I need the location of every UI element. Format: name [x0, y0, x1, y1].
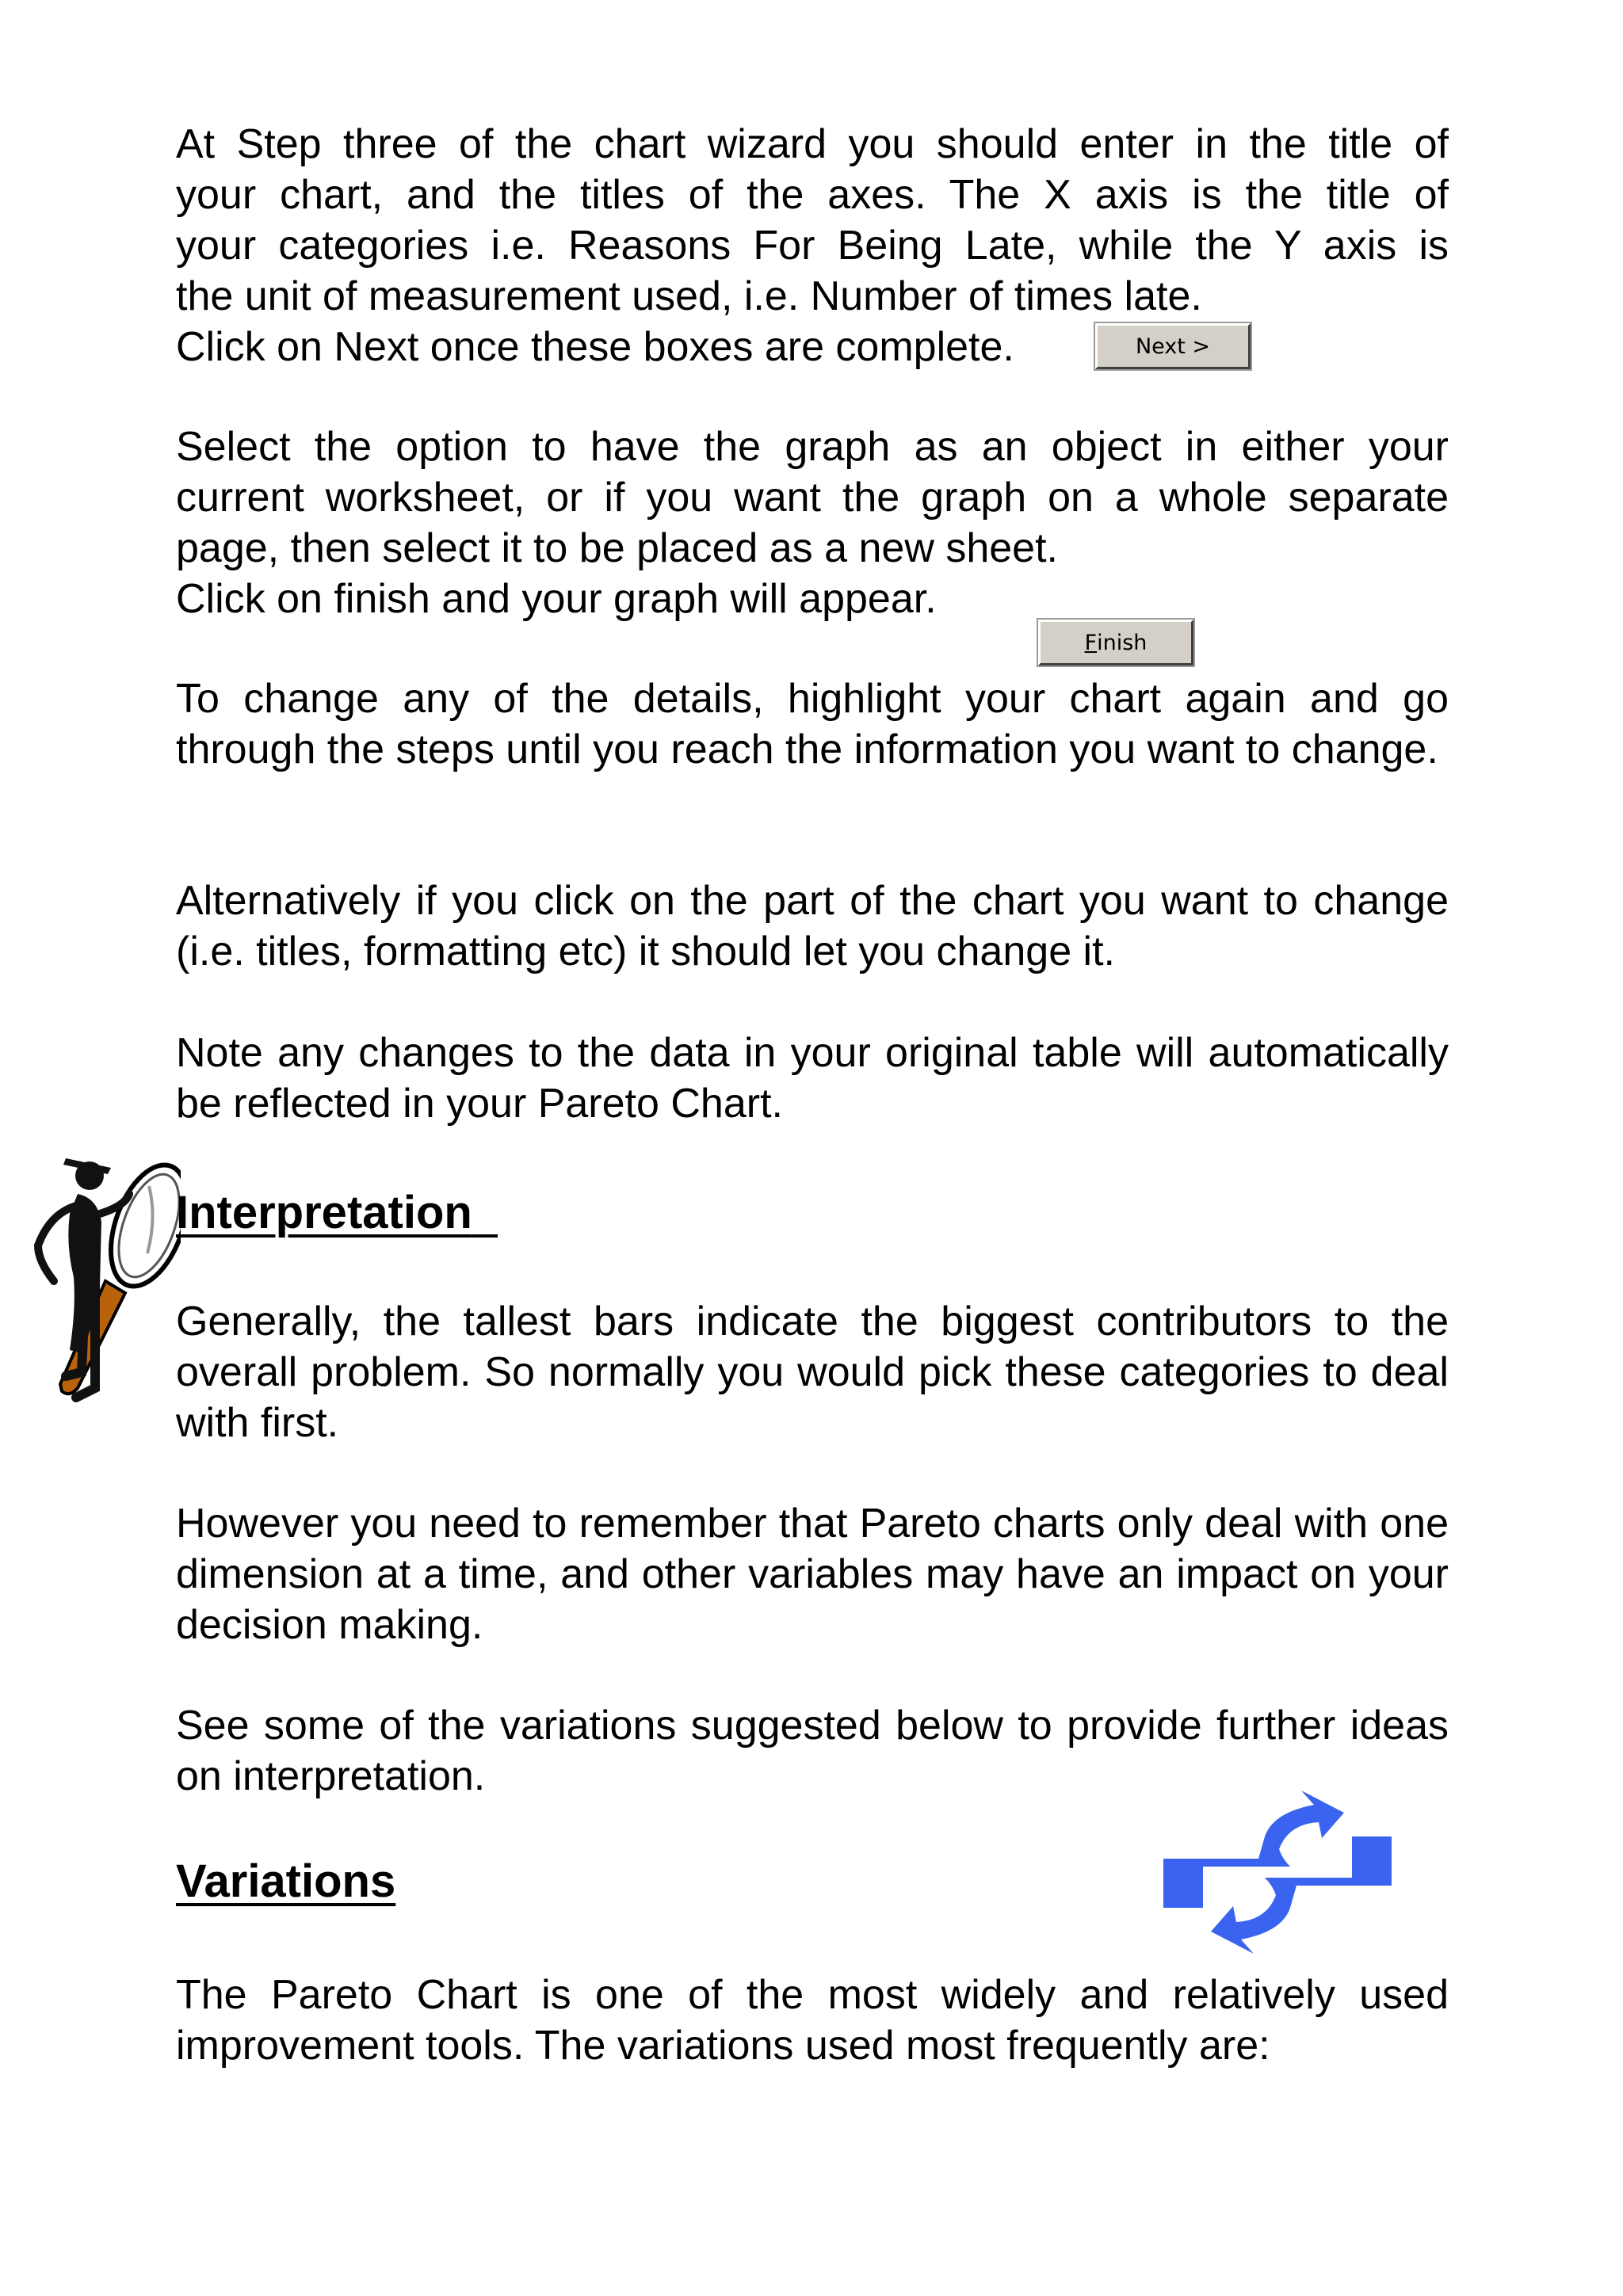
text-line: the unit of measurement used, i.e. Number of times late. — [176, 273, 1202, 319]
interpretation-heading — [176, 1185, 498, 1241]
text-line: Select the option to have the graph as an object in either your — [176, 424, 1449, 470]
finish-button[interactable] — [1038, 620, 1193, 666]
text-line: page, then select it to be placed as a new sheet. — [176, 525, 1058, 571]
note-paragraph: Note any changes to the data in your original table will automatically be reflected in your Pareto Chart. — [176, 1030, 1449, 1127]
finish-button-mnemonic: F — [1084, 630, 1098, 655]
interpretation-paragraph-3: See some of the variations suggested below to provide further ideas on interpretation. — [176, 1703, 1449, 1799]
interpretation-paragraph-1: Generally, the tallest bars indicate the biggest contributors to the overall problem. So normally you would pick these categories to deal with first. — [176, 1299, 1449, 1446]
text-line: your chart, and the titles of the axes. The X axis is the title of — [176, 172, 1449, 218]
text-line: Click on finish and your graph will appear. — [176, 576, 937, 622]
variations-heading: Variations — [176, 1855, 396, 1907]
text-line: your categories i.e. Reasons For Being Late, while the Y axis is — [176, 223, 1449, 269]
interpretation-paragraph-2: However you need to remember that Pareto charts only deal with one dimension at a time, and other variables may have an impact on your decision making. — [176, 1501, 1449, 1648]
variations-paragraph: The Pareto Chart is one of the most widely and relatively used improvement tools. The variations used most frequently are: — [176, 1972, 1449, 2069]
alternative-paragraph: Alternatively if you click on the part of the chart you want to change (i.e. titles, formatting etc) it should let you change it. — [176, 878, 1449, 974]
interpretation-heading-text: Interpretation — [176, 1187, 472, 1238]
instruction-paragraph-step-three — [176, 119, 1449, 372]
text-line: Click on Next once these boxes are complete. — [176, 324, 1014, 370]
next-button[interactable]: Next > — [1095, 323, 1251, 369]
swap-arrows-icon — [1163, 1789, 1392, 1955]
finish-button-label: inish — [1097, 630, 1148, 655]
instruction-paragraph-placement — [176, 421, 1449, 624]
text-line: current worksheet, or if you want the graph on a whole separate — [176, 475, 1449, 521]
magnifying-glass-figure-icon — [22, 1150, 181, 1412]
change-details-paragraph: To change any of the details, highlight your chart again and go through the steps until you reach the information you want to change. — [176, 676, 1449, 772]
text-line: At Step three of the chart wizard you should enter in the title of — [176, 121, 1449, 167]
